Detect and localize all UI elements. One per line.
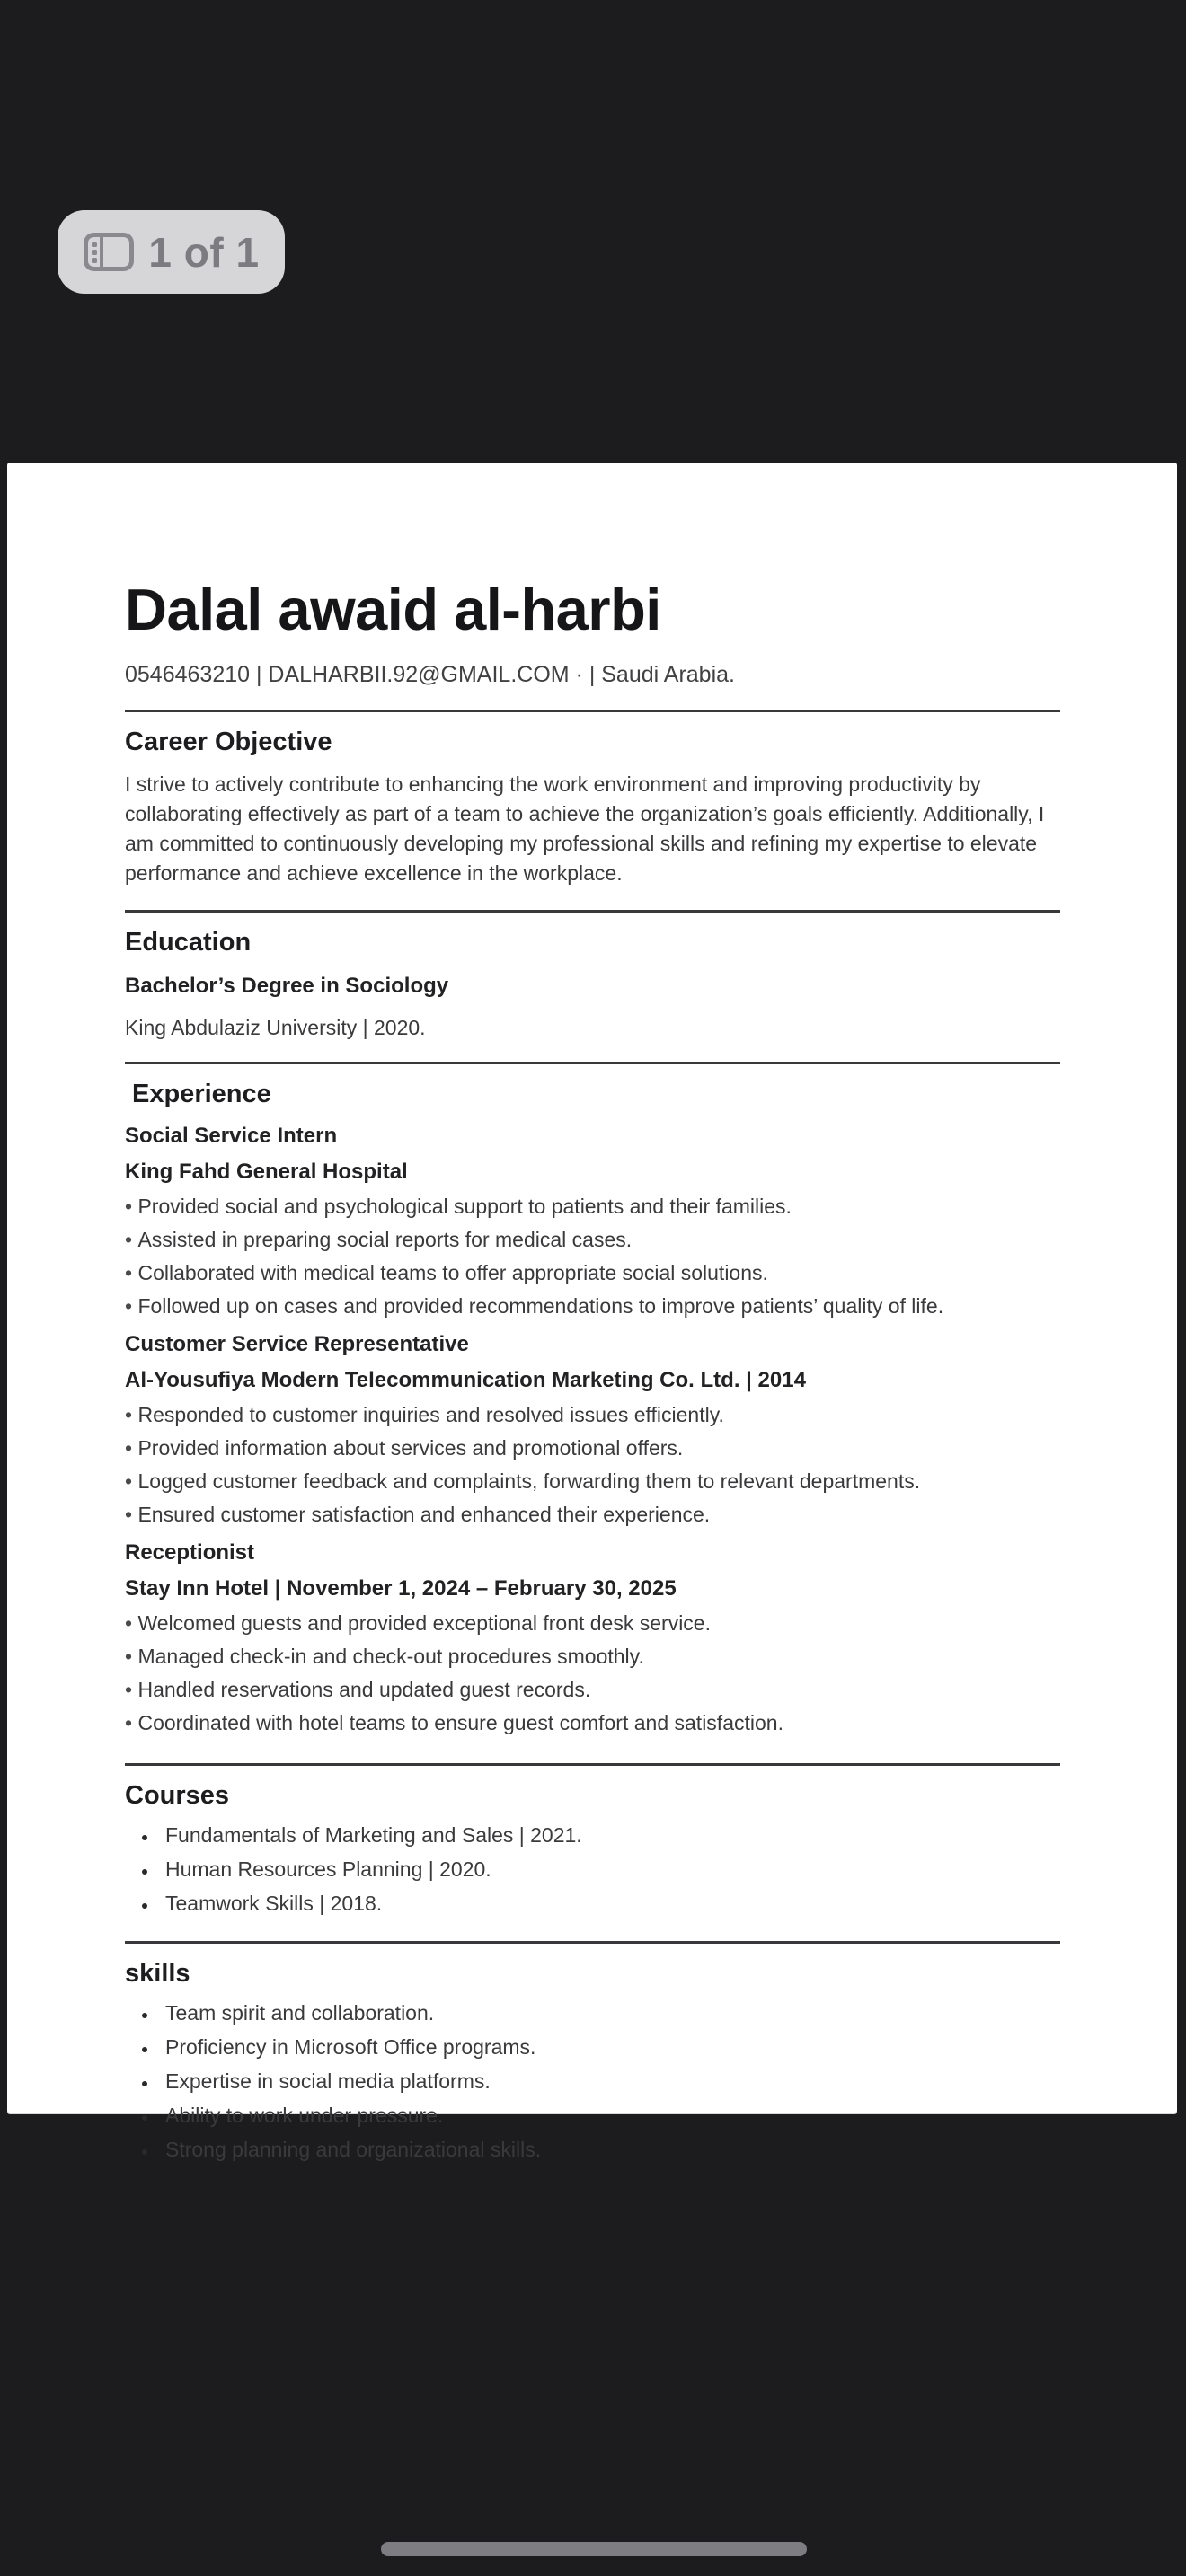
job-bullet: • Welcomed guests and provided exceptional front desk service. <box>125 1611 1060 1635</box>
resume-name: Dalal awaid al-harbi <box>125 577 661 642</box>
skill-item: • Strong planning and organizational skills. <box>158 2138 1060 2162</box>
job-bullet: • Assisted in preparing social reports for medical cases. <box>125 1228 1060 1251</box>
career-objective-heading: Career Objective <box>125 728 332 757</box>
education-heading: Education <box>125 928 252 957</box>
job-bullet: • Collaborated with medical teams to offer appropriate social solutions. <box>125 1261 1060 1284</box>
job-title: Social Service Intern <box>125 1124 338 1149</box>
course-item: • Teamwork Skills | 2018. <box>158 1892 1060 1916</box>
course-item: • Human Resources Planning | 2020. <box>158 1857 1060 1882</box>
job-bullet: • Provided social and psychological support to patients and their families. <box>125 1195 1060 1218</box>
education-degree: Bachelor’s Degree in Sociology <box>125 974 449 999</box>
skill-item: • Proficiency in Microsoft Office programs. <box>158 2035 1060 2060</box>
experience-heading: Experience <box>132 1080 271 1109</box>
skill-item: • Ability to work under pressure. <box>158 2104 1060 2128</box>
experience-job <box>125 1332 1060 1526</box>
page-count-pill[interactable] <box>58 210 285 294</box>
skill-item: • Team spirit and collaboration. <box>158 2001 1060 2025</box>
education-school: King Abdulaziz University | 2020. <box>125 1016 426 1040</box>
job-organization: Al-Yousufiya Modern Telecommunication Marketing Co. Ltd. | 2014 <box>125 1368 806 1393</box>
job-bullet: • Ensured customer satisfaction and enhanced their experience. <box>125 1503 1060 1526</box>
home-indicator-bar[interactable] <box>381 2542 807 2556</box>
job-title: Customer Service Representative <box>125 1332 469 1357</box>
job-organization: Stay Inn Hotel | November 1, 2024 – February 30, 2025 <box>125 1576 677 1601</box>
job-bullet: • Provided information about services and promotional offers. <box>125 1436 1060 1460</box>
job-bullet: • Followed up on cases and provided recommendations to improve patients’ quality of life. <box>125 1294 1060 1318</box>
job-bullet: • Coordinated with hotel teams to ensure guest comfort and satisfaction. <box>125 1711 1060 1734</box>
section-divider <box>125 1941 1060 1944</box>
skill-item: • Expertise in social media platforms. <box>158 2069 1060 2094</box>
page-thumbnails-icon <box>83 232 135 272</box>
course-item: • Fundamentals of Marketing and Sales | 2021. <box>158 1823 1060 1848</box>
experience-job <box>125 1540 1060 1734</box>
job-bullet: • Responded to customer inquiries and resolved issues efficiently. <box>125 1403 1060 1426</box>
page-count-label: 1 of 1 <box>148 228 260 276</box>
job-bullet: • Handled reservations and updated guest records. <box>125 1678 1060 1701</box>
courses-heading: Courses <box>125 1781 230 1811</box>
section-divider <box>125 710 1060 712</box>
skills-heading: skills <box>125 1959 190 1989</box>
job-title: Receptionist <box>125 1540 255 1566</box>
section-divider <box>125 1062 1060 1064</box>
courses-list <box>125 1823 1060 1916</box>
job-bullet: • Managed check-in and check-out procedures smoothly. <box>125 1645 1060 1668</box>
section-divider <box>125 910 1060 913</box>
skills-list <box>125 2001 1060 2162</box>
job-organization: King Fahd General Hospital <box>125 1160 408 1185</box>
experience-job <box>125 1124 1060 1318</box>
document-page <box>7 463 1177 2162</box>
career-objective-body: I strive to actively contribute to enhancing the work environment and improving productivity by collaborating effectively as part of a team to achieve the organization’s goals efficiently. Additionally, I am committed to continuously developing my professional skills and refining my expertise to elevate performance and achieve excellence in the workplace. <box>125 772 1045 886</box>
job-bullet: • Logged customer feedback and complaints, forwarding them to relevant departments. <box>125 1469 1060 1493</box>
section-divider <box>125 1763 1060 1766</box>
contact-line: 0546463210 | DALHARBII.92@GMAIL.COM · | Saudi Arabia. <box>125 662 735 688</box>
